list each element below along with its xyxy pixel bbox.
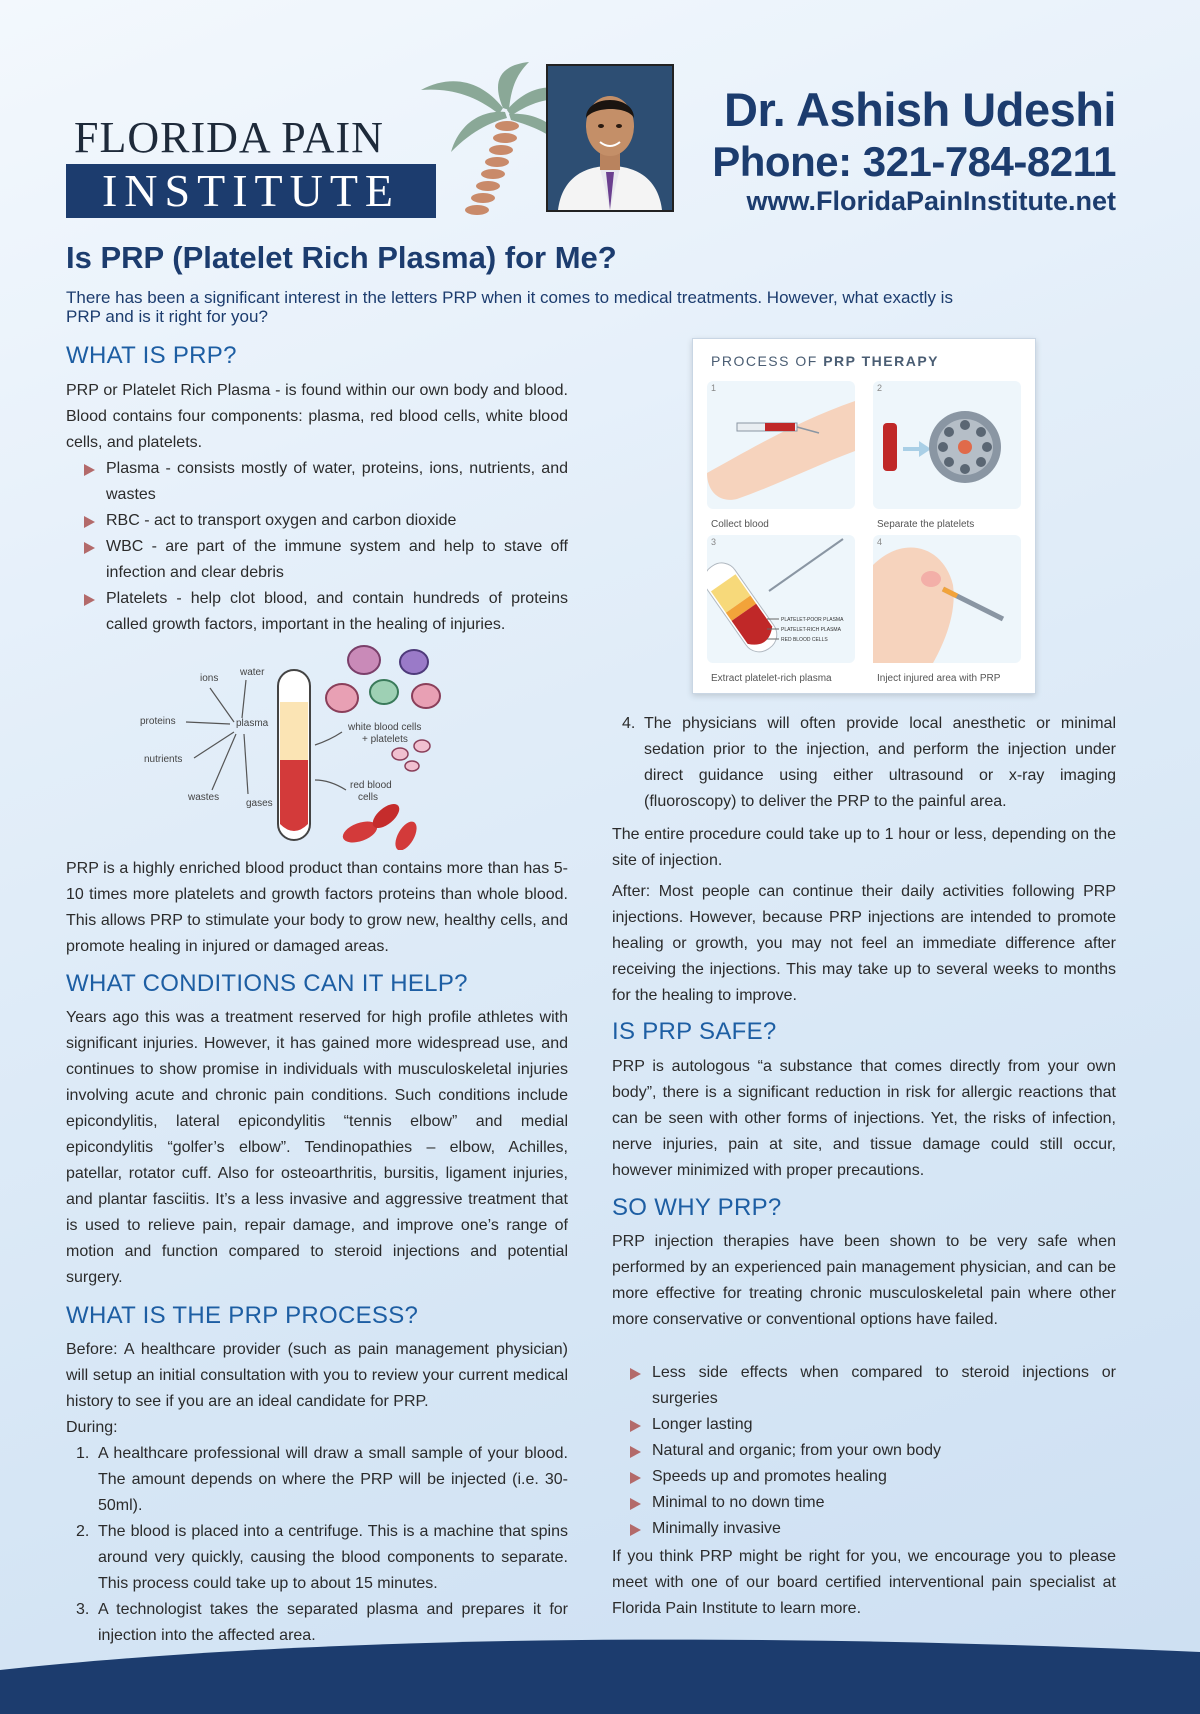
what-is-prp-paragraph: PRP or Platelet Rich Plasma - is found within our own body and blood. Blood contains four components: plasma, red blood cells, white blood cells, and platelets. (66, 382, 568, 451)
svg-text:RED BLOOD CELLS: RED BLOOD CELLS (781, 637, 828, 643)
illus-label-gases: gases (246, 798, 273, 809)
list-item: 3. A technologist takes the separated plasma and prepares it for injection into the affected area. (76, 1601, 568, 1644)
website-link[interactable]: www.FloridaPainInstitute.net (746, 186, 1116, 216)
svg-text:PLATELET-POOR PLASMA: PLATELET-POOR PLASMA (781, 617, 844, 623)
page-title: Is PRP (Platelet Rich Plasma) for Me? (66, 240, 617, 275)
footer-wave-decoration (0, 1630, 1200, 1714)
closing-paragraph: If you think PRP might be right for you, we encourage you to please meet with one of our board certified interventional pain specialist at Florida Pain Institute to learn more. (612, 1548, 1116, 1617)
illus-label-cells: cells (358, 792, 379, 803)
centrifuge-icon (873, 381, 1021, 509)
list-item: Natural and organic; from your own body (612, 1438, 1116, 1464)
prp-process-diagram: PROCESS OF PRP THERAPY 1 Collect blood 2 Separate the platelets PLATELET-POOR PLASMA PLATELET-RICH PLASMA RED BLOOD CELLS 3 Extract platelet-rich plasma 4 Inject injured area with PRP (692, 338, 1036, 694)
heading-so-why-prp: SO WHY PRP? (612, 1194, 782, 1221)
list-item: Minimal to no down time (612, 1490, 1116, 1516)
list-item: Minimally invasive (612, 1516, 1116, 1542)
illus-label-red-blood: red blood (350, 780, 392, 791)
blood-components-illustration (130, 640, 450, 850)
list-item: Less side effects when compared to steroid injections or surgeries (612, 1360, 1116, 1412)
illus-label-white-cells: white blood cells (348, 722, 422, 733)
safe-paragraph: PRP is autologous “a substance that comes directly from your own body”, there is a significant reduction in risk for allergic reactions that can be seen with other forms of injections. Yet, the risks of infection, nerve injuries, pain at site, and tissue damage could still occur, however minimized with proper precautions. (612, 1058, 1116, 1179)
illus-label-water: water (240, 667, 265, 678)
test-tube-icon (707, 535, 855, 663)
process-panel-separate (873, 381, 1021, 509)
process-panel-inject (873, 535, 1021, 663)
list-item: RBC - act to transport oxygen and carbon dioxide (66, 508, 568, 534)
blood-components-list (66, 456, 568, 638)
list-item: 2. The blood is placed into a centrifuge. This is a machine that spins around very quickly, causing the blood components to separate. This process could take up to about 15 minutes. (76, 1523, 568, 1592)
heading-prp-process: WHAT IS THE PRP PROCESS? (66, 1302, 419, 1329)
svg-text:PLATELET-RICH PLASMA: PLATELET-RICH PLASMA (781, 627, 841, 633)
process-panel-collect (707, 381, 855, 509)
intro-text: There has been a significant interest in the letters PRP when it comes to medical treatments. However, what exactly is PRP and is it right for you? (66, 288, 953, 326)
list-item: Speeds up and promotes healing (612, 1464, 1116, 1490)
illus-label-proteins: proteins (140, 716, 176, 727)
conditions-paragraph: Years ago this was a treatment reserved for high profile athletes with significant injuries. However, it has gained more widespread use, and continues to show promise in individuals with musculoskeletal injuries involving acute and chronic pain conditions. Such conditions include epicondylitis, lateral epicondylitis “tennis elbow” and medial epicondylitis “golfer’s elbow”. Tendinopathies – elbow, Achilles, patellar, rotator cuff. Also for osteoarthritis, bursitis, ligament injuries, and plantar fasciitis. It’s a less invasive and aggressive treatment that is used to relieve pain, repair damage, and improve one’s range of motion and function compared to steroid injections and potential surgery. (66, 1009, 568, 1286)
process-before-paragraph: Before: A healthcare provider (such as pain management physician) will setup an initial consultation with you to review your current medical history to see if you are an ideal candidate for PRP. (66, 1341, 568, 1410)
list-item: 4. The physicians will often provide local anesthetic or minimal sedation prior to the injection, and perform the injection under direct guidance using either ultrasound or x-ray imaging (fluoroscopy) to deliver the PRP to the painful area. (622, 715, 1116, 810)
heading-what-is-prp: WHAT IS PRP? (66, 342, 237, 369)
illus-label-ions: ions (200, 673, 219, 684)
process-panel-extract (707, 535, 855, 663)
why-benefits-list (612, 1360, 1116, 1542)
illus-label-plasma: plasma (236, 718, 269, 729)
heading-what-conditions: WHAT CONDITIONS CAN IT HELP? (66, 970, 468, 997)
process-steps-list (66, 1441, 568, 1649)
list-item: Platelets - help clot blood, and contain hundreds of proteins called growth factors, important in the healing of injuries. (66, 586, 568, 638)
list-item: Longer lasting (612, 1412, 1116, 1438)
logo-text-institute: INSTITUTE (66, 164, 436, 218)
process-after-paragraph: After: Most people can continue their daily activities following PRP injections. However, because PRP injections are intended to promote healing or growth, you may not feel an immediate difference after receiving the injections. This may take up to several weeks to months for the healing to improve. (612, 883, 1116, 1004)
shoulder-injection-icon (873, 535, 1021, 663)
doctor-portrait-image (548, 66, 672, 210)
arm-syringe-icon (707, 381, 855, 509)
process-card-title: PROCESS OF PRP THERAPY (711, 353, 940, 369)
list-item: 1. A healthcare professional will draw a small sample of your blood. The amount depends on where the PRP will be injected (i.e. 30-50ml). (76, 1445, 568, 1514)
logo-text-florida-pain: FLORIDA PAIN (74, 113, 384, 162)
heading-is-prp-safe: IS PRP SAFE? (612, 1018, 777, 1045)
illus-label-platelets: + platelets (362, 734, 408, 745)
doctor-photo (546, 64, 674, 212)
illus-label-nutrients: nutrients (144, 754, 183, 765)
why-paragraph: PRP injection therapies have been shown to be very safe when performed by an experienced pain management physician, and can be more effective for treating chronic musculoskeletal pain where other more conservative or conventional options have failed. (612, 1233, 1116, 1328)
list-item: Plasma - consists mostly of water, proteins, ions, nutrients, and wastes (66, 456, 568, 508)
process-steps-list-continued (612, 711, 1116, 815)
process-during-label: During: (66, 1419, 118, 1436)
list-item: WBC - are part of the immune system and help to stave off infection and clear debris (66, 534, 568, 586)
florida-pain-institute-logo (66, 60, 526, 220)
doctor-phone: Phone: 321-784-8211 (712, 138, 1116, 185)
doctor-name: Dr. Ashish Udeshi (724, 83, 1116, 136)
process-entire-paragraph: The entire procedure could take up to 1 hour or less, depending on the site of injection. (612, 826, 1116, 869)
illus-label-wastes: wastes (188, 792, 220, 803)
prp-enriched-paragraph: PRP is a highly enriched blood product than contains more than has 5-10 times more platelets and growth factors proteins than whole blood. This allows PRP to stimulate your body to grow new, healthy cells, and promote healing in injured or damaged areas. (66, 860, 568, 955)
